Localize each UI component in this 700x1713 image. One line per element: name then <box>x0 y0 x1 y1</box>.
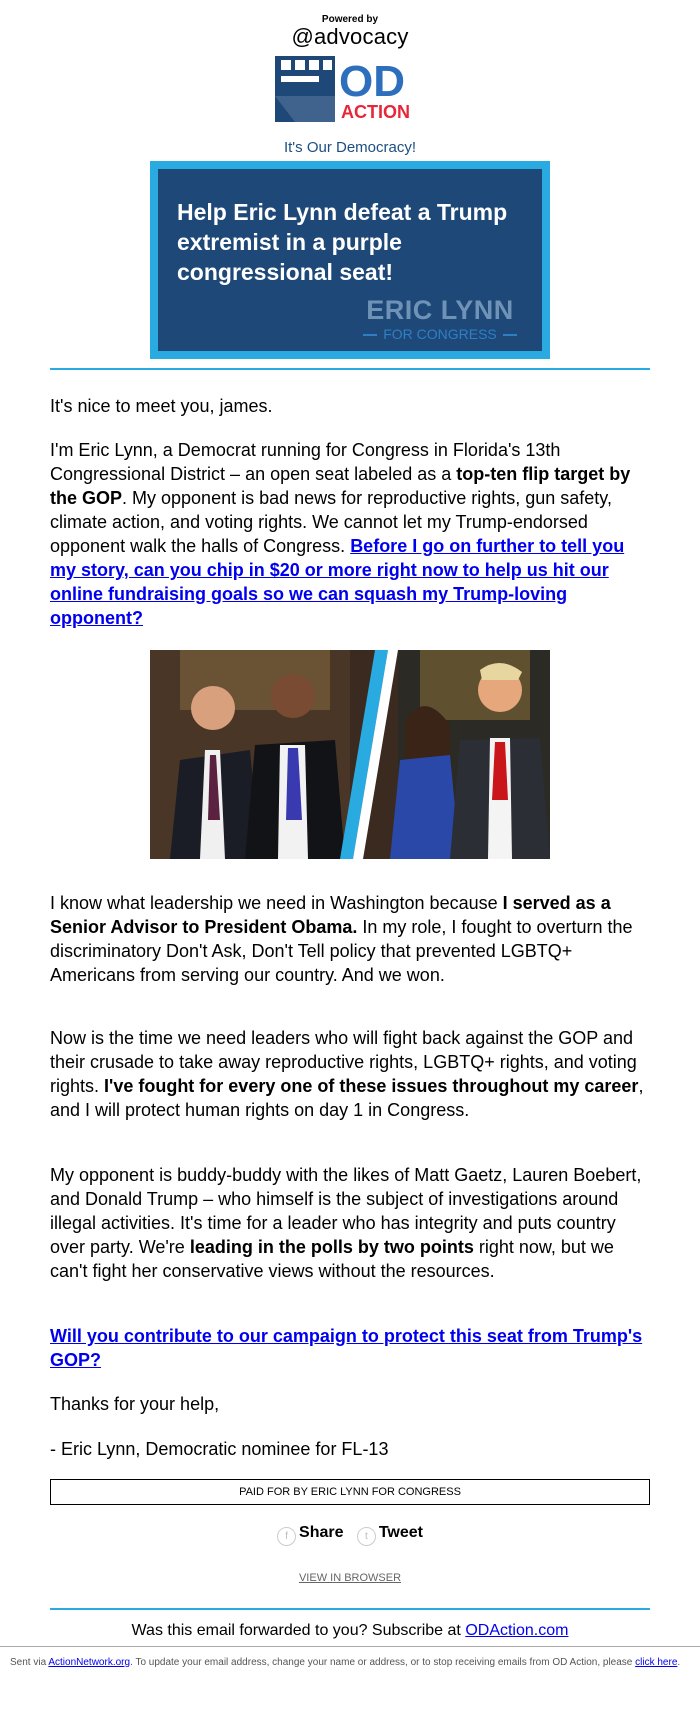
cta-paragraph <box>50 1324 650 1372</box>
unsubscribe-link[interactable]: click here <box>635 1657 678 1668</box>
brand-sub: FOR CONGRESS <box>383 326 497 342</box>
letter-signature: - Eric Lynn, Democratic nominee for FL-13 <box>50 1439 389 1459</box>
letter-paragraph-2: I know what leadership we need in Washington because I served as a Senior Advisor to President Obama. In my role, I fought to overturn the discriminatory Don't Ask, Don't Tell policy that prevented LGBTQ+ Americans from serving our country. And we won. <box>50 893 633 985</box>
view-in-browser-link[interactable]: VIEW IN BROWSER <box>298 1572 402 1584</box>
svg-text:OD: OD <box>339 57 405 106</box>
social-share-bar <box>0 1524 700 1546</box>
donate-link-1[interactable]: Before I go on further to tell you my story, can you chip in $20 or more right now to help us hit our online fundraising goals so we can squash my Trump-loving opponent? <box>50 536 625 628</box>
donate-link-2[interactable]: Will you contribute to our campaign to protect this seat from Trump's GOP? <box>50 1326 643 1370</box>
campaign-photo[interactable] <box>150 650 550 859</box>
powered-by-block <box>0 14 700 49</box>
footer-note: Sent via ActionNetwork.org. To update your email address, change your name or address, or to stop receiving emails from OD Action, please click here. <box>10 1657 681 1668</box>
share-button[interactable]: f Share <box>277 1524 343 1541</box>
paid-for-disclaimer: PAID FOR BY ERIC LYNN FOR CONGRESS <box>50 1479 650 1505</box>
powered-by-label: Powered by <box>321 14 379 25</box>
divider-bottom <box>50 1608 650 1610</box>
letter-thanks: Thanks for your help, <box>50 1394 220 1414</box>
brand-name: ERIC LYNN <box>366 295 514 325</box>
footer-divider <box>0 1646 700 1647</box>
twitter-icon: t <box>357 1527 376 1546</box>
advocacy-wordmark: @advocacy <box>291 24 409 49</box>
letter-paragraph-4: My opponent is buddy-buddy with the likes of Matt Gaetz, Lauren Boebert, and Donald Trump – who himself is the subject of investigations around illegal activities. It's time for a leader who has integrity and puts country over party. We're leading in the polls by two points right now, but we can't fight her conservative views without the resources. <box>50 1165 642 1281</box>
hero-banner[interactable] <box>150 161 550 359</box>
facebook-icon: f <box>277 1527 296 1546</box>
letter-paragraph-3: Now is the time we need leaders who will fight back against the GOP and their crusade to take away reproductive rights, LGBTQ+ rights, and voting rights. I've fought for every one of these issues throughout my career, and I will protect human rights on day 1 in Congress. <box>50 1028 644 1120</box>
fist-icon <box>275 56 335 122</box>
svg-text:ACTION: ACTION <box>341 102 410 122</box>
tweet-button[interactable]: t Tweet <box>357 1524 423 1541</box>
tagline: It's Our Democracy! <box>283 139 417 156</box>
forward-subscribe: Was this email forwarded to you? Subscribe at ODAction.com <box>131 1622 569 1639</box>
od-action-logo <box>275 56 425 122</box>
letter-paragraph-1: I'm Eric Lynn, a Democrat running for Congress in Florida's 13th Congressional District – an open seat labeled as a top-ten flip target by the GOP. My opponent is bad news for reproductive rights, gun safety, climate action, and voting rights. We cannot let my Trump-endorsed opponent walk the halls of Congress. Before I go on further to tell you my story, can you chip in $20 or more right now to help us hit our online fundraising goals so we can squash my Trump-loving opponent? <box>50 440 631 628</box>
letter-greeting: It's nice to meet you, james. <box>50 396 273 416</box>
divider-top <box>50 368 650 370</box>
hero-headline: Help Eric Lynn defeat a Trump extremist in a purple congressional seat! <box>177 199 508 285</box>
eric-lynn-brand <box>350 296 530 342</box>
actionnetwork-link[interactable]: ActionNetwork.org <box>48 1657 131 1668</box>
subscribe-link[interactable]: ODAction.com <box>465 1622 569 1639</box>
